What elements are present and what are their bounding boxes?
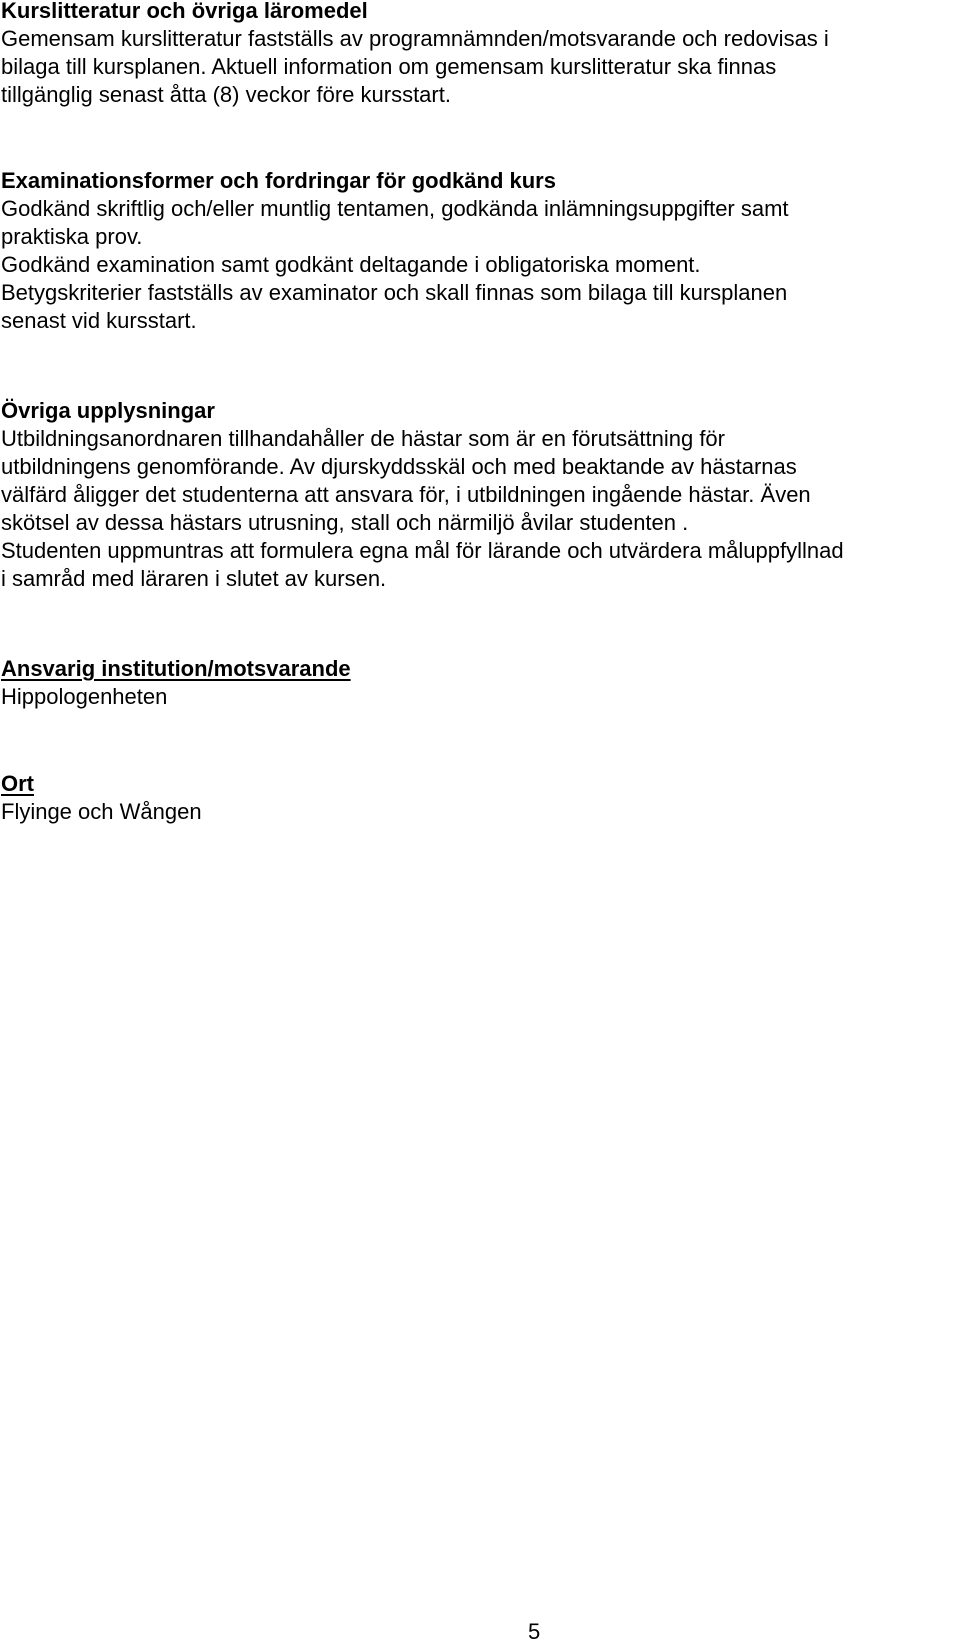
paragraph-line: senast vid kursstart. xyxy=(1,308,197,333)
paragraph-line: välfärd åligger det studenterna att ansvara för, i utbildningen ingående hästar. Även xyxy=(1,482,811,507)
section-examination xyxy=(1,167,959,335)
section-other-information xyxy=(1,397,959,593)
section-heading: Ansvarig institution/motsvarande xyxy=(1,656,351,681)
paragraph-line: skötsel av dessa hästars utrusning, stall och närmiljö åvilar studenten . xyxy=(1,510,689,535)
paragraph-line: Utbildningsanordnaren tillhandahåller de hästar som är en förutsättning för xyxy=(1,426,725,451)
page-number: 5 xyxy=(528,1619,541,1644)
paragraph-line: bilaga till kursplanen. Aktuell information om gemensam kurslitteratur ska finnas xyxy=(1,54,777,79)
section-location xyxy=(1,770,959,826)
section-responsible-institution xyxy=(1,655,959,711)
paragraph-line: i samråd med läraren i slutet av kursen. xyxy=(1,566,387,591)
section-heading: Examinationsformer och fordringar för godkänd kurs xyxy=(1,168,556,193)
paragraph-line: Gemensam kurslitteratur fastställs av programnämnden/motsvarande och redovisas i xyxy=(1,26,829,51)
paragraph-line: Betygskriterier fastställs av examinator och skall finnas som bilaga till kursplanen xyxy=(1,280,788,305)
paragraph-line: Studenten uppmuntras att formulera egna mål för lärande och utvärdera måluppfyllnad xyxy=(1,538,844,563)
section-heading: Övriga upplysningar xyxy=(1,398,215,423)
paragraph-line: Hippologenheten xyxy=(1,684,168,709)
section-heading: Ort xyxy=(1,771,34,796)
section-course-literature xyxy=(1,0,959,109)
section-heading: Kurslitteratur och övriga läromedel xyxy=(1,0,368,23)
paragraph-line: Godkänd examination samt godkänt deltagande i obligatoriska moment. xyxy=(1,252,701,277)
paragraph-line: Flyinge och Wången xyxy=(1,799,202,824)
paragraph-line: Godkänd skriftlig och/eller muntlig tentamen, godkända inlämningsuppgifter samt xyxy=(1,196,789,221)
paragraph-line: tillgänglig senast åtta (8) veckor före kursstart. xyxy=(1,82,451,107)
paragraph-line: utbildningens genomförande. Av djurskyddsskäl och med beaktande av hästarnas xyxy=(1,454,797,479)
paragraph-line: praktiska prov. xyxy=(1,224,143,249)
